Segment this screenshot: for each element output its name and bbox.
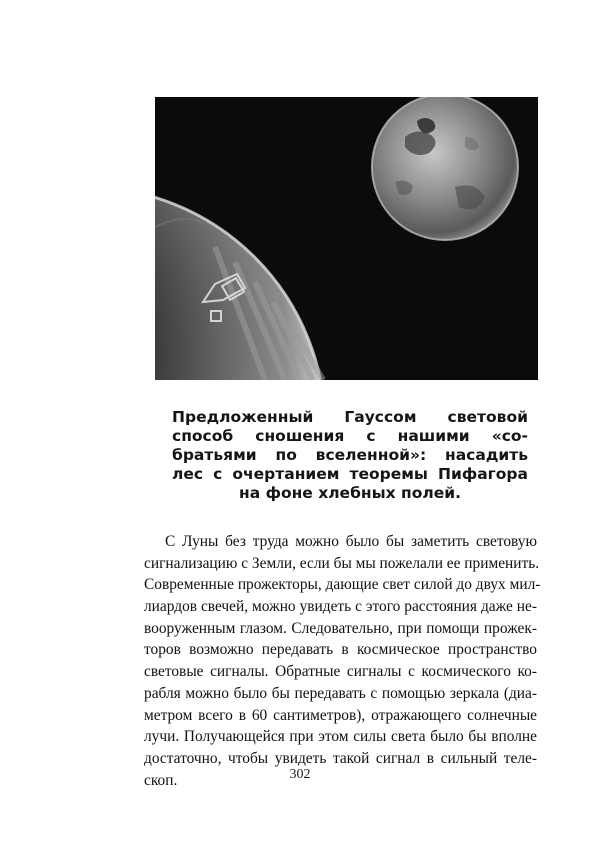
caption-line: лес с очертанием теоремы Пифагора bbox=[172, 465, 528, 483]
text-line: метром всего в 60 сантиметров), отражающего солнечные bbox=[144, 706, 537, 724]
text-line: рабля можно было бы передавать с помощью зеркала (диа- bbox=[144, 684, 537, 702]
earth-moon-illustration bbox=[155, 97, 538, 380]
text-line: достаточно, чтобы увидеть такой сигнал в сильный теле- bbox=[144, 749, 537, 767]
figure-caption bbox=[172, 408, 528, 503]
text-line: лиардов свечей, можно увидеть с этого расстояния даже не- bbox=[144, 598, 537, 616]
body-paragraph bbox=[144, 531, 541, 791]
caption-line: братьями по вселенной»: насадить bbox=[172, 446, 528, 464]
text-line: С Луны без труда можно было бы заметить световую bbox=[165, 533, 537, 550]
text-line: сигнализацию с Земли, если бы мы пожелали ее применить. bbox=[144, 554, 540, 572]
text-line: вооруженным глазом. Следовательно, при помощи прожек- bbox=[144, 619, 537, 637]
text-line: торов возможно передавать в космическое пространство bbox=[144, 641, 537, 659]
text-line: скоп. bbox=[144, 771, 178, 789]
caption-line: на фоне хлебных полей. bbox=[239, 484, 461, 502]
caption-line: способ сношения с нашими «со- bbox=[172, 427, 528, 445]
earth-moon-photo-icon bbox=[155, 97, 538, 380]
page-number: 302 bbox=[289, 767, 311, 782]
text-line: световые сигналы. Обратные сигналы с космического ко- bbox=[144, 663, 537, 681]
text-line: лучи. Получающейся при этом силы света было бы вполне bbox=[144, 728, 537, 746]
text-line: Современные прожекторы, дающие свет силой до двух мил- bbox=[144, 576, 541, 594]
caption-line: Предложенный Гауссом световой bbox=[172, 408, 528, 426]
